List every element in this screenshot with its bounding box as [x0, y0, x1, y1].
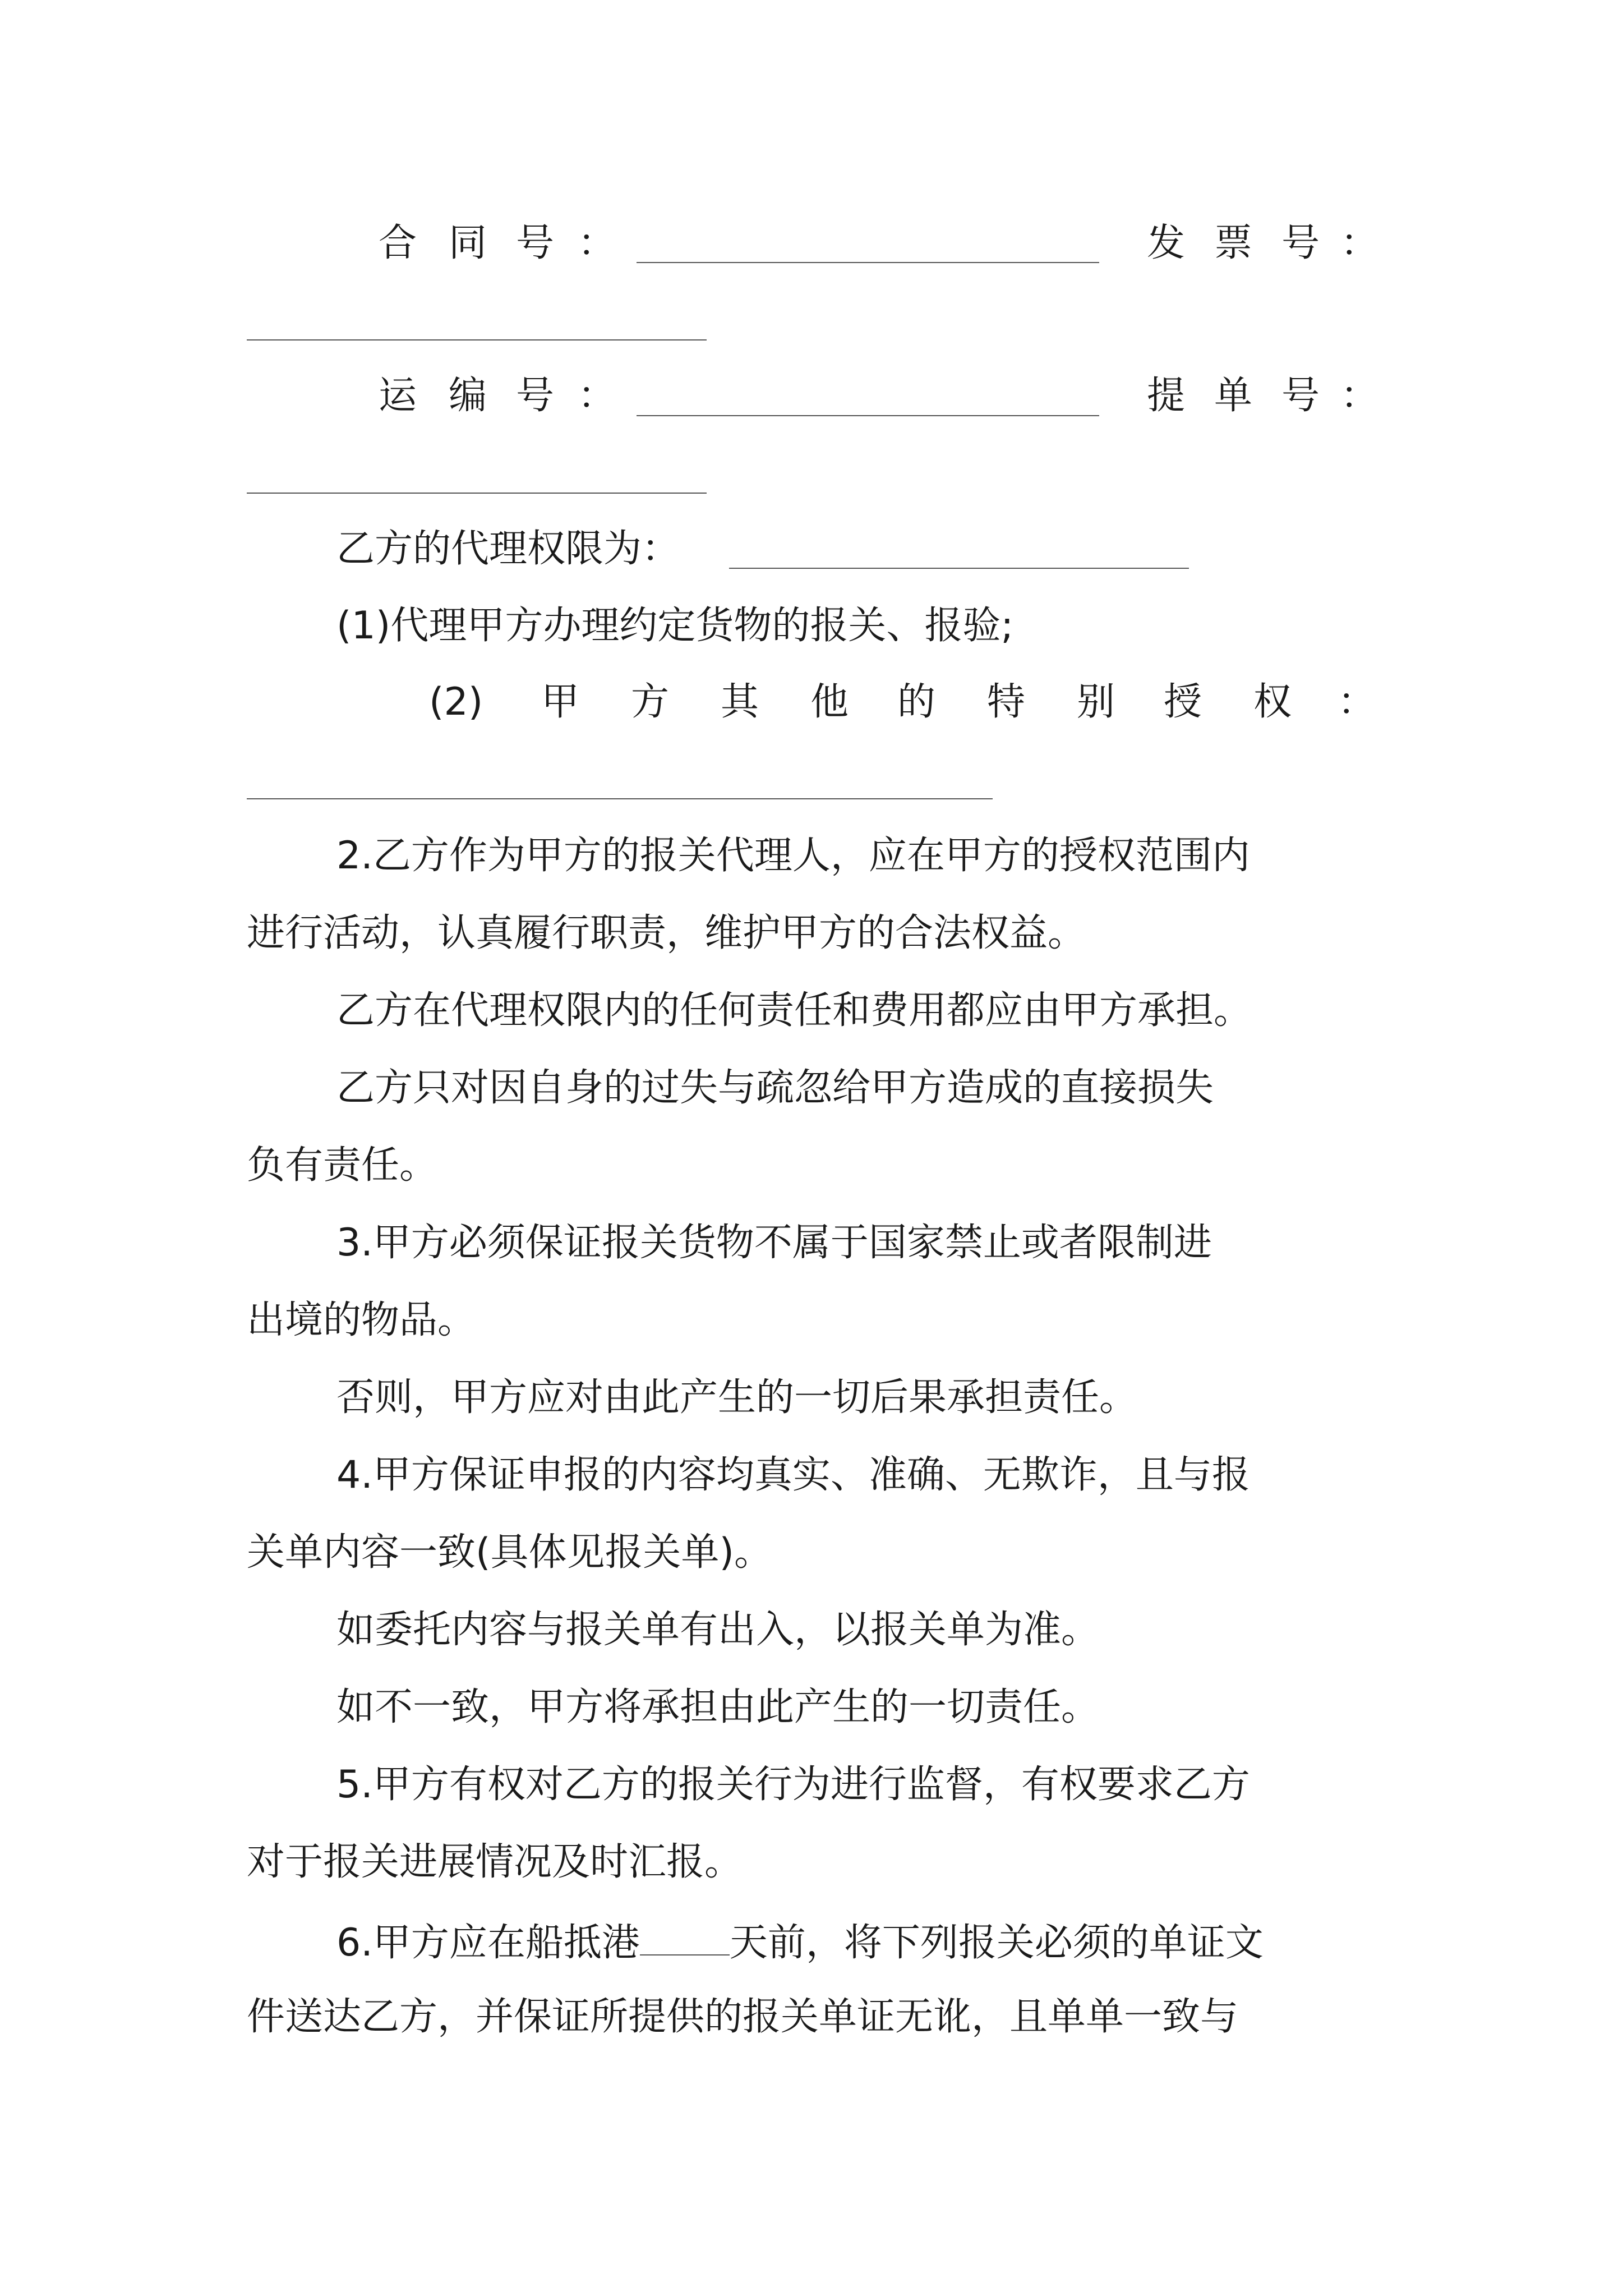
clause-2-fault-line-2: 负有责任。 — [247, 1143, 438, 1188]
invoice-number-field[interactable] — [247, 339, 707, 341]
invoice-label-char: 发 — [1147, 221, 1186, 265]
clause-2-fault-line-1: 乙方只对因自身的过失与疏忽给甲方造成的直接损失 — [336, 1066, 1214, 1110]
authority-item-2-char: 的 — [897, 680, 936, 724]
clause-5-line-2: 对于报关进展情况及时汇报。 — [247, 1840, 743, 1884]
clause-4-discrepancy: 如委托内容与报关单有出入，以报关单为准。 — [336, 1608, 1100, 1652]
clause-5-line-1: 5.甲方有权对乙方的报关行为进行监督，有权要求乙方 — [336, 1763, 1250, 1807]
bill-label-char: 号 — [1281, 374, 1320, 418]
authority-item-2-char: (2) — [429, 680, 483, 724]
transport-number-field[interactable] — [637, 415, 1099, 416]
bill-label-char: 提 — [1147, 374, 1186, 418]
authority-item-2-char: 特 — [987, 680, 1026, 724]
clause-4-line-1: 4.甲方保证申报的内容均真实、准确、无欺诈，且与报 — [336, 1453, 1250, 1497]
invoice-label-char: ： — [1340, 221, 1379, 265]
transport-label-char: 编 — [449, 374, 487, 418]
authority-item-2-char: 其 — [721, 680, 759, 724]
clause-3-line-2: 出境的物品。 — [247, 1298, 476, 1342]
invoice-label-char: 票 — [1214, 221, 1253, 265]
authority-field[interactable] — [729, 568, 1189, 569]
clause-6-after: 天前，将下列报关必须的单证文 — [729, 1921, 1264, 1965]
contract-label-char: 号 — [516, 221, 555, 265]
authority-item-2-char: 方 — [631, 680, 670, 724]
authority-item-2-char: 甲 — [541, 680, 580, 724]
clause-2-liability: 乙方在代理权限内的任何责任和费用都应由甲方承担。 — [336, 988, 1252, 1033]
clause-4-line-2: 关单内容一致(具体见报关单)。 — [247, 1530, 773, 1575]
authority-item-2-char: ： — [1338, 680, 1376, 724]
transport-label-char: ： — [578, 374, 616, 418]
clause-2-line-2: 进行活动，认真履行职责，维护甲方的合法权益。 — [247, 911, 1086, 955]
clause-6-before: 6.甲方应在船抵港 — [336, 1921, 640, 1965]
bill-label-char: ： — [1340, 374, 1379, 418]
invoice-label-char: 号 — [1281, 221, 1320, 265]
authority-item-2-char: 他 — [810, 680, 849, 724]
contract-label-char: 合 — [379, 221, 417, 265]
bill-label-char: 单 — [1214, 374, 1253, 418]
contract-number-field[interactable] — [637, 262, 1099, 263]
authority-label: 乙方的代理权限为： — [336, 527, 680, 571]
authority-item-2-char: 权 — [1253, 680, 1292, 724]
clause-6-line-1 — [336, 1921, 1264, 1965]
clause-3-consequence: 否则，甲方应对由此产生的一切后果承担责任。 — [336, 1375, 1138, 1420]
authority-item-2-field[interactable] — [247, 798, 993, 799]
bill-of-lading-field[interactable] — [247, 493, 707, 494]
clause-3-line-1: 3.甲方必须保证报关货物不属于国家禁止或者限制进 — [336, 1221, 1212, 1265]
transport-label-char: 运 — [379, 374, 417, 418]
contract-label-char: ： — [578, 221, 616, 265]
authority-item-2-char: 别 — [1077, 680, 1115, 724]
authority-item-1: (1)代理甲方办理约定货物的报关、报验; — [336, 604, 1014, 648]
clause-6-line-2: 件送达乙方，并保证所提供的报关单证无讹，且单单一致与 — [247, 1995, 1239, 2039]
clause-2-line-1: 2.乙方作为甲方的报关代理人，应在甲方的授权范围内 — [336, 834, 1250, 878]
clause-6-days-field[interactable] — [640, 1921, 730, 1955]
clause-4-inconsistency: 如不一致，甲方将承担由此产生的一切责任。 — [336, 1685, 1100, 1729]
authority-item-2-char: 授 — [1164, 680, 1202, 724]
contract-label-char: 同 — [449, 221, 487, 265]
transport-label-char: 号 — [516, 374, 555, 418]
